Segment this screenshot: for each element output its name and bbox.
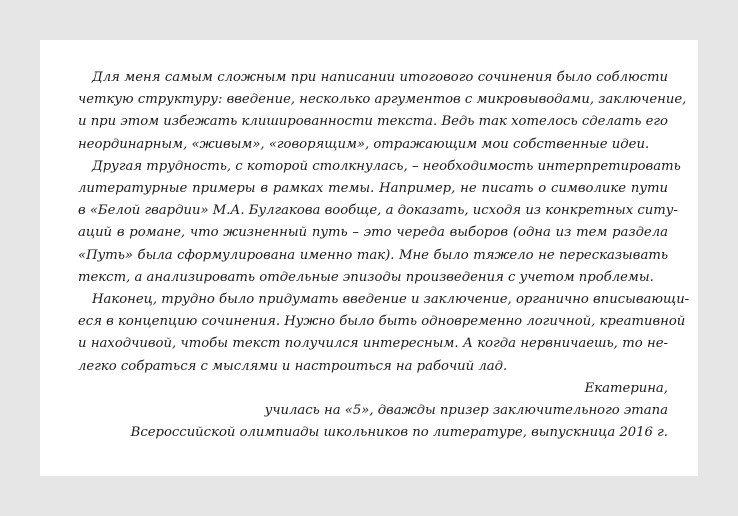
text-line: Для меня самым сложным при написании итогового сочинения было соблюсти	[92, 70, 668, 85]
signature-line-2: Всероссийской олимпиады школьников по литературе, выпускница 2016 г.	[130, 425, 668, 441]
text-line: текст, а анализировать отдельные эпизоды произведения с учетом проблемы.	[78, 269, 654, 285]
signature-name: Екатерина,	[584, 380, 668, 396]
text-line: литературные примеры в рамках темы. Например, не писать о символике пути	[78, 181, 668, 197]
text-line: Другая трудность, с которой столкнулась, – необходимость интерпретировать	[92, 158, 681, 174]
text-line: аций в романе, что жизненный путь – это череда выборов (одна из тем раздела	[78, 225, 668, 241]
text-line: Наконец, трудно было придумать введение и заключение, органично вписывающи-	[92, 292, 690, 308]
signature-line-1: училась на «5», дважды призер заключительного этапа	[264, 403, 668, 419]
text-line: неординарным, «живым», «говорящим», отражающим мои собственные идеи.	[78, 136, 650, 152]
signature	[78, 378, 668, 445]
text-line: в «Белой гвардии» М.А. Булгакова вообще, а доказать, исходя из конкретных ситу-	[78, 203, 678, 219]
text-line: и при этом избежать клишированности текста. Ведь так хотелось сделать его	[78, 114, 668, 130]
paragraph-2	[78, 156, 681, 289]
essay-text	[78, 67, 690, 444]
text-line: четкую структуру: введение, несколько аргументов с микровыводами, заключение,	[78, 92, 687, 108]
paragraph-1	[78, 67, 687, 156]
document-page	[40, 40, 698, 476]
text-line: еся в концепцию сочинения. Нужно было быть одновременно логичной, креативной	[78, 314, 686, 330]
text-line: «Путь» была сформулирована именно так). Мне было тяжело не пересказывать	[78, 247, 668, 263]
text-line: легко собраться с мыслями и настроиться на рабочий лад.	[78, 358, 508, 374]
paragraph-3	[78, 289, 690, 378]
text-line: и находчивой, чтобы текст получился интересным. А когда нервничаешь, то не-	[78, 336, 668, 352]
